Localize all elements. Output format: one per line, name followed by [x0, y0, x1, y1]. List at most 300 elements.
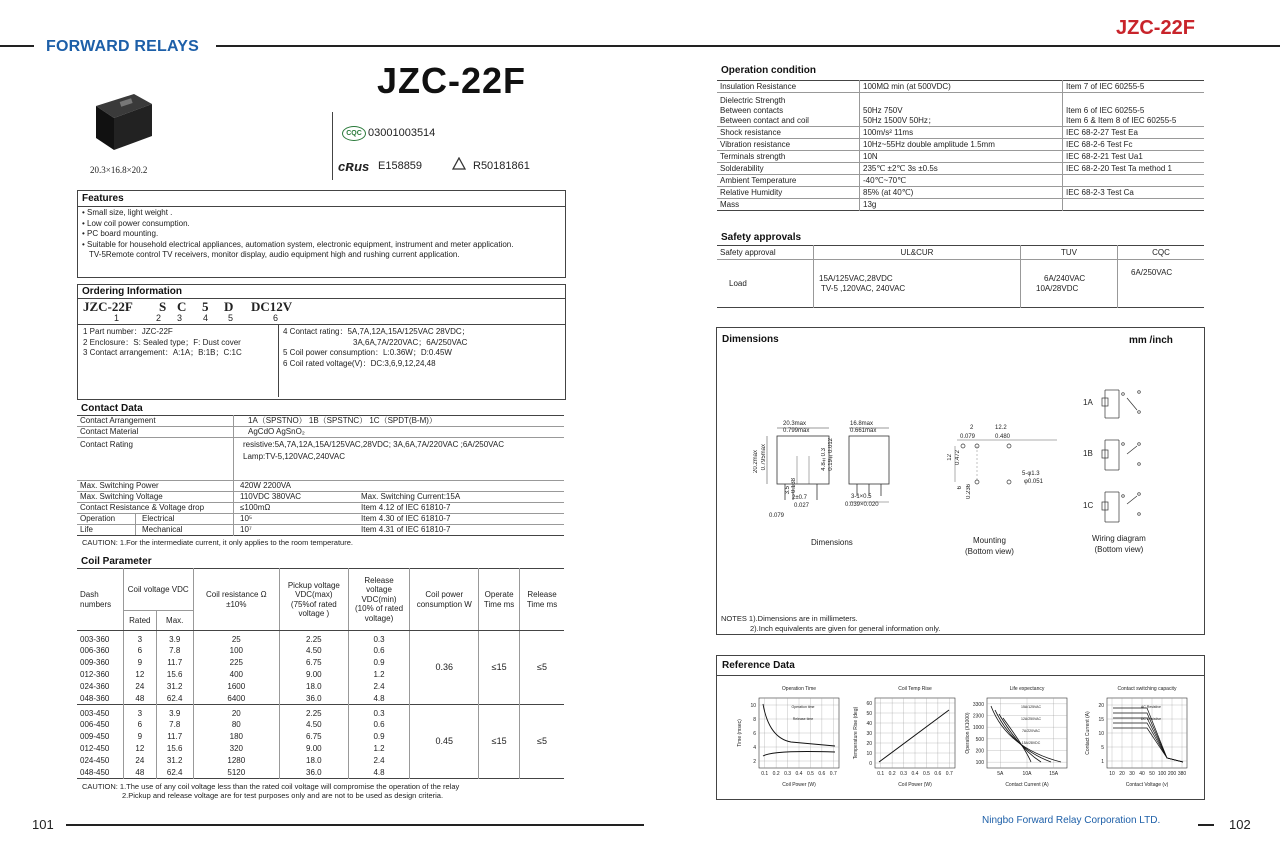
- coil-cell: 9.00: [280, 743, 349, 755]
- wiring-1a-label: 1A: [1083, 398, 1093, 407]
- cell: Contact Resistance & Voltage drop: [77, 503, 234, 514]
- coil-cell: 2.25: [280, 705, 349, 719]
- coil-cell: 20: [193, 705, 279, 719]
- chart-title: Coil Temp Rise: [898, 686, 932, 692]
- coil-table: [77, 568, 564, 800]
- chart-xtick: 0.6: [934, 771, 942, 777]
- dim-w: 20.3max: [783, 421, 807, 427]
- coil-cell: 31.2: [156, 755, 193, 767]
- operation-row: [717, 199, 1204, 211]
- wiring-1b-label: 1B: [1083, 449, 1093, 458]
- coil-cell: 0.6: [348, 645, 410, 657]
- cell: 420W 2200VA: [240, 481, 291, 490]
- coil-cell: 36.0: [280, 767, 349, 779]
- coil-cell: 6.75: [280, 731, 349, 743]
- coil-cell: 012-360: [77, 669, 123, 681]
- operation-cell: IEC 68-2-20 Test Ta method 1: [1066, 164, 1172, 173]
- hdr-operate: Operate Time ms: [479, 569, 520, 631]
- cell: Contact Rating: [77, 438, 234, 481]
- chart-xtick: 0.2: [772, 771, 780, 777]
- coil-cell: 3: [123, 705, 156, 719]
- chart-ytick: 40: [866, 721, 872, 727]
- operation-row: [717, 175, 1204, 187]
- chart-xtick: 15A: [1049, 771, 1059, 777]
- coil-cell: 36.0: [280, 693, 349, 705]
- reference-charts: [717, 678, 1204, 796]
- product-size: 20.3×16.8×20.2: [90, 165, 148, 175]
- chart-xtick: 0.7: [829, 771, 837, 777]
- coil-cell: 4.50: [280, 719, 349, 731]
- left-header-rule: [0, 45, 34, 47]
- coil-cell: 100: [193, 645, 279, 657]
- chart-annotation: DC Resistive: [1140, 717, 1162, 721]
- hdr-release: Release voltage VDC(min) (10% of rated voltage): [348, 569, 410, 631]
- cqc-number: 03001003514: [368, 127, 436, 139]
- page-number-left: 101: [32, 817, 54, 832]
- coil-row: [77, 631, 564, 645]
- dim-c1: 2±0.7: [792, 495, 807, 501]
- chart-ytick: 100: [975, 760, 984, 767]
- caption-mounting: Mounting (Bottom view): [965, 536, 1014, 556]
- operation-cell: [1063, 175, 1205, 187]
- code-part-number: JZC-22F: [83, 299, 133, 314]
- left-header-rule-2: [216, 45, 1280, 47]
- coil-cell: 11.7: [156, 731, 193, 743]
- coil-cell: 180: [193, 731, 279, 743]
- chart-ytick: 50: [866, 711, 872, 717]
- operation-row: [717, 187, 1204, 199]
- coil-cell: 2.4: [348, 681, 410, 693]
- dim-pin: 3.5: [785, 486, 791, 495]
- num: 5: [228, 313, 234, 323]
- coil-cell: 0.3: [348, 631, 410, 645]
- coil-cell: 24: [123, 681, 156, 693]
- dim-m1: 2: [970, 425, 974, 431]
- coil-cell: 6400: [193, 693, 279, 705]
- dim-m3-in: 0.472: [955, 450, 961, 466]
- coil-cell: 62.4: [156, 767, 193, 779]
- hdr-resistance: Coil resistance Ω ±10%: [193, 569, 279, 631]
- coil-cell: 0.9: [348, 731, 410, 743]
- chart-ytick: 20: [1098, 703, 1104, 709]
- ordering-line: 3A,6A,7A/220VAC；6A/250VAC: [353, 337, 468, 347]
- operation-row: [717, 151, 1204, 163]
- ordering-line: 6 Coil rated voltage(V)：DC:3,6,9,12,24,48: [283, 358, 436, 368]
- coil-cell: 3.9: [156, 705, 193, 719]
- coil-cell: 3: [123, 631, 156, 645]
- operation-cell: IEC 68-2-6 Test Fc: [1066, 140, 1133, 149]
- cell: Max. Switching Power: [77, 481, 234, 492]
- coil-power: 0.36: [410, 631, 479, 705]
- cell: Item 4.12 of IEC 61810-7: [361, 503, 451, 512]
- chart-xtick: 0.7: [945, 771, 953, 777]
- operation-cell: Relative Humidity: [717, 187, 860, 199]
- hdr-coil-voltage: Coil voltage VDC: [123, 569, 193, 611]
- left-footer-rule: [66, 824, 644, 826]
- life-curve: [991, 706, 1061, 762]
- code-enclosure: S: [159, 299, 167, 314]
- cell: Operation: [77, 514, 136, 524]
- coil-cell: 31.2: [156, 681, 193, 693]
- dim-m3: 12: [947, 454, 953, 461]
- operation-cell: 50Hz 750V 50Hz 1500V 50Hz；: [860, 93, 1063, 127]
- operation-cell: Item 7 of IEC 60255-5: [1066, 82, 1145, 91]
- cell: 10⁷: [240, 525, 252, 534]
- coil-cell: 048-360: [77, 693, 123, 705]
- chart-ytick: 2300: [972, 713, 984, 720]
- coil-cell: 80: [193, 719, 279, 731]
- safety-table: [717, 245, 1204, 308]
- coil-cell: 0.6: [348, 719, 410, 731]
- chart-xtick: 40: [1139, 771, 1145, 777]
- operation-cell: 10Hz~55Hz double amplitude 1.5mm: [860, 139, 1063, 151]
- dim-d-in: 0.661max: [850, 428, 877, 434]
- feature-item: • Low coil power consumption.: [82, 218, 190, 228]
- dimensions-notes-2: 2).Inch equivalents are given for general information only.: [750, 624, 941, 633]
- chart-xtick: 0.3: [784, 771, 792, 777]
- chart-ytick: 500: [975, 736, 984, 743]
- hdr-rated: Rated: [123, 611, 156, 631]
- capacity-curve: [1113, 723, 1183, 762]
- dimensions-section: [716, 327, 1205, 635]
- coil-cell: 18.0: [280, 755, 349, 767]
- cell: Mechanical: [142, 525, 183, 534]
- features-title: Features: [78, 191, 565, 207]
- right-footer-rule: [1198, 824, 1214, 826]
- chart-ylabel: Operation (X1000): [965, 712, 971, 754]
- code-arrangement: C: [177, 299, 187, 314]
- ul-number: E158859: [378, 160, 423, 172]
- operation-cell: IEC 68-2-27 Test Ea: [1066, 128, 1138, 137]
- model-title: JZC-22F: [377, 60, 527, 101]
- dim-m2-in: 0.480: [995, 434, 1011, 440]
- chart-ytick: 2: [753, 759, 756, 765]
- chart-title: Life expectancy: [1009, 686, 1045, 692]
- chart-ytick: 8: [753, 717, 756, 723]
- coil-cell: 15.6: [156, 669, 193, 681]
- coil-cell: 9.00: [280, 669, 349, 681]
- chart-ytick: 10: [750, 703, 756, 709]
- dim-h-in: 0.795max: [761, 444, 767, 471]
- company-name: Ningbo Forward Relay Corporation LTD.: [982, 815, 1161, 826]
- chart-xtick: 10A: [1022, 771, 1032, 777]
- chart-annotation: 12A/250VAC: [1021, 717, 1041, 721]
- feature-item: • Suitable for household electrical appliances, automation system, electronic equipment, instrument and meter application.: [82, 239, 514, 249]
- cell: Contact Arrangement: [77, 416, 234, 427]
- chart-ytick: 20: [866, 741, 872, 747]
- operation-row: [717, 163, 1204, 175]
- ul-logo: cʀus: [338, 158, 370, 175]
- safety-ul: 15A/125VAC,28VDC: [819, 273, 893, 283]
- chart-ylabel: Temperature Rise (deg): [853, 706, 859, 760]
- cell: Max. Switching Voltage: [77, 492, 234, 503]
- page-number-right: 102: [1229, 817, 1251, 832]
- chart-ytick: 0: [869, 761, 872, 767]
- chart-ytick: 200: [975, 748, 984, 755]
- num: 2: [156, 313, 162, 323]
- coil-cell: 12: [123, 669, 156, 681]
- reference-title: Reference Data: [722, 660, 795, 671]
- ordering-title: Ordering Information: [78, 285, 565, 299]
- safety-tuv: 10A/28VDC: [1036, 283, 1079, 293]
- chart-ytick: 3300: [972, 701, 984, 708]
- safety-load: Load: [717, 260, 814, 308]
- dim-m1-in: 0.079: [960, 434, 976, 440]
- chart-ytick: 5: [1101, 745, 1104, 751]
- coil-row: [77, 705, 564, 719]
- ordering-section: [77, 284, 566, 400]
- cell: ≤100mΩ: [240, 503, 271, 512]
- chart-ytick: 10: [1098, 731, 1104, 737]
- chart-ylabel: Time (msec): [737, 719, 743, 747]
- chart-xtick: 0.5: [922, 771, 930, 777]
- ordering-line: 5 Coil power consumption：L:0.36W；D:0.45W: [283, 348, 452, 357]
- chart-xtick: 0.1: [761, 771, 769, 777]
- operation-cell: Terminals strength: [717, 151, 860, 163]
- cell: resistive:5A,7A,12A,15A/125VAC,28VDC; 3A,6A,7A/220VAC ;6A/250VAC: [243, 440, 505, 449]
- cell: 110VDC 380VAC: [240, 492, 302, 501]
- coil-cell: 225: [193, 657, 279, 669]
- chart-ytick: 10: [866, 751, 872, 757]
- chart-ytick: 6: [753, 731, 756, 737]
- tuv-logo: [452, 157, 466, 175]
- operation-cell: Mass: [717, 199, 860, 211]
- cell: Item 4.30 of IEC 61810-7: [361, 514, 451, 523]
- operation-cell: Ambient Temperature: [717, 175, 860, 187]
- operation-cell: Dielectric Strength Between contacts Between contact and coil: [717, 93, 860, 127]
- chart-xtick: 100: [1157, 771, 1167, 777]
- dim-pin-in: 0.138: [791, 478, 797, 494]
- coil-cell: 11.7: [156, 657, 193, 669]
- chart-title: Operation Time: [781, 686, 817, 692]
- dim-w-in: 0.799max: [783, 428, 810, 434]
- coil-cell: 320: [193, 743, 279, 755]
- safety-hdr: Safety approval: [717, 246, 814, 260]
- chart-xtick: 0.2: [888, 771, 896, 777]
- chart-xtick: 20: [1119, 771, 1125, 777]
- coil-caution-2: 2.Pickup and release voltage are for test purposes only and are not to be used as design criteria.: [122, 791, 444, 800]
- hdr-power: Coil power consumption W: [410, 569, 479, 631]
- hdr-dash: Dash numbers: [77, 569, 123, 631]
- chart-xlabel: Contact Current (A): [1005, 782, 1049, 788]
- coil-cell: 400: [193, 669, 279, 681]
- coil-cell: 006-450: [77, 719, 123, 731]
- chart-xtick: 10: [1109, 771, 1115, 777]
- coil-cell: 5120: [193, 767, 279, 779]
- chart-xtick: 50: [1149, 771, 1155, 777]
- cell: AgCdO AgSnO₂: [248, 427, 305, 436]
- operation-cell: 100m/s² 11ms: [860, 127, 1063, 139]
- coil-cell: 2.25: [280, 631, 349, 645]
- operation-cell: IEC 68-2-21 Test Ua1: [1066, 152, 1143, 161]
- chart-annotation: Operation time: [791, 705, 815, 709]
- caption-dimensions: Dimensions: [811, 538, 853, 547]
- code-voltage: DC12V: [251, 299, 293, 314]
- cell: 1A（SPSTNO） 1B（SPSTNC） 1C（SPDT(B-M)）: [248, 416, 437, 425]
- operation-cell: Solderability: [717, 163, 860, 175]
- coil-cell: 48: [123, 693, 156, 705]
- code-power: D: [224, 299, 234, 314]
- coil-cell: 15.6: [156, 743, 193, 755]
- coil-cell: 7.8: [156, 645, 193, 657]
- cell: Life: [77, 525, 136, 535]
- chart-ylabel: Contact Current (A): [1085, 711, 1091, 755]
- coil-cell: 9: [123, 657, 156, 669]
- cell: Electrical: [142, 514, 175, 523]
- coil-cell: 009-360: [77, 657, 123, 669]
- coil-operate: ≤15: [479, 631, 520, 705]
- coil-cell: 25: [193, 631, 279, 645]
- coil-cell: 6.75: [280, 657, 349, 669]
- coil-cell: 12: [123, 743, 156, 755]
- code-rating: 5: [202, 299, 209, 314]
- coil-release: ≤5: [537, 735, 547, 746]
- operation-cell: 100MΩ min (at 500VDC): [860, 81, 1063, 93]
- operation-cell: Insulation Resistance: [717, 81, 860, 93]
- dim-c1-in: 0.027: [794, 503, 810, 509]
- hdr-pickup: Pickup voltage VDC(max) (75%of rated voltage ): [280, 569, 349, 631]
- ordering-line: 3 Contact arrangement：A:1A；B:1B；C:1C: [83, 348, 242, 357]
- coil-caution-1: CAUTION: 1.The use of any coil voltage less than the rated coil voltage will compromise the operation of the relay: [82, 782, 460, 791]
- operation-row: [717, 127, 1204, 139]
- coil-cell: 012-450: [77, 743, 123, 755]
- coil-cell: 1.2: [348, 743, 410, 755]
- operation-cell: 235℃ ±2℃ 3s ±0.5s: [860, 163, 1063, 175]
- ordering-line: 1 Part number：JZC-22F: [83, 327, 173, 336]
- dim-m4: 6: [957, 486, 963, 490]
- cell: Item 4.31 of IEC 61810-7: [361, 525, 451, 534]
- operation-row: [717, 81, 1204, 93]
- chart-xtick: 0.6: [818, 771, 826, 777]
- coil-cell: 048-450: [77, 767, 123, 779]
- coil-cell: 1280: [193, 755, 279, 767]
- num: 3: [177, 313, 183, 323]
- coil-cell: 6: [123, 719, 156, 731]
- brand-title: FORWARD RELAYS: [46, 38, 200, 55]
- dim-m5: 5-φ1.3: [1022, 471, 1040, 477]
- chart-ytick: 1: [1101, 759, 1104, 765]
- wiring-diagrams: [1099, 384, 1159, 524]
- chart-xtick: 30: [1129, 771, 1135, 777]
- chart-ytick: 60: [866, 701, 872, 707]
- cell: Max. Switching Current:15A: [361, 492, 461, 501]
- cell: Contact Material: [77, 427, 234, 438]
- coil-cell: 9: [123, 731, 156, 743]
- coil-cell: 0.3: [348, 705, 410, 719]
- coil-cell: 3.9: [156, 631, 193, 645]
- chart-xtick: 0.4: [795, 771, 803, 777]
- safety-title: Safety approvals: [721, 232, 802, 243]
- safety-hdr: CQC: [1152, 247, 1170, 257]
- relay-photo: [86, 88, 158, 154]
- operation-cell: [1063, 199, 1205, 211]
- safety-ul: TV-5 ,120VAC, 240VAC: [821, 283, 906, 293]
- chart-annotation: 15A/125VAC: [1021, 705, 1041, 709]
- chart-annotation: AC Resistive: [1140, 705, 1162, 709]
- coil-cell: 6: [123, 645, 156, 657]
- coil-power: 0.45: [410, 705, 479, 779]
- coil-cell: 003-450: [77, 705, 123, 719]
- dim-m2: 12.2: [995, 425, 1007, 431]
- coil-cell: 4.50: [280, 645, 349, 657]
- coil-cell: 4.8: [348, 693, 410, 705]
- dimensions-unit: mm /inch: [1129, 335, 1173, 346]
- dim-thk-in: 0.19±0.012: [828, 438, 834, 471]
- contact-caution: CAUTION: 1.For the intermediate current, it only applies to the room temperature.: [82, 538, 353, 547]
- operation-row: [717, 93, 1204, 127]
- features-section: [77, 190, 566, 278]
- dim-h: 20.2max: [753, 450, 759, 474]
- operation-cell: Shock resistance: [717, 127, 860, 139]
- coil-cell: 18.0: [280, 681, 349, 693]
- chart-annotation: 7A/220VAC: [1021, 729, 1041, 733]
- model-header-right: JZC-22F: [1116, 17, 1195, 39]
- chart-xtick: 0.4: [911, 771, 919, 777]
- coil-cell: 24: [123, 755, 156, 767]
- chart-xlabel: Coil Power (W): [898, 782, 932, 788]
- operation-cell: 10N: [860, 151, 1063, 163]
- contact-title: Contact Data: [81, 403, 143, 414]
- contact-table: [77, 415, 564, 549]
- hdr-max: Max.: [156, 611, 193, 631]
- cqc-logo: CQC: [342, 126, 366, 141]
- coil-cell: 024-360: [77, 681, 123, 693]
- hdr-release-time: Release Time ms: [520, 569, 564, 631]
- tuv-number: R50181861: [473, 160, 530, 172]
- cert-divider: [332, 112, 333, 180]
- dim-c2: 0.079: [769, 513, 785, 519]
- operation-row: [717, 139, 1204, 151]
- num: 6: [273, 313, 279, 323]
- temp-rise-line: [879, 710, 949, 762]
- reference-section: [716, 655, 1205, 800]
- chart-ytick: 15: [1098, 717, 1104, 723]
- coil-cell: 1.2: [348, 669, 410, 681]
- chart-xtick: 5A: [997, 771, 1004, 777]
- operation-cell: IEC 68-2-3 Test Ca: [1066, 188, 1134, 197]
- coil-cell: 006-360: [77, 645, 123, 657]
- coil-cell: 4.8: [348, 767, 410, 779]
- safety-hdr: UL&CUR: [814, 246, 1021, 260]
- feature-item: • Small size, light weight .: [82, 208, 173, 217]
- coil-operate: ≤15: [479, 705, 520, 779]
- ordering-nums: [78, 313, 565, 325]
- dimension-drawing: [757, 416, 917, 526]
- chart-xtick: 0.3: [900, 771, 908, 777]
- num: 1: [114, 313, 120, 323]
- operation-table: [717, 80, 1204, 211]
- operation-cell: 13g: [860, 199, 1063, 211]
- operation-title: Operation condition: [721, 65, 816, 76]
- cell: 10⁵: [240, 514, 253, 523]
- coil-cell: 009-450: [77, 731, 123, 743]
- ordering-code: [78, 299, 565, 313]
- chart-ytick: 30: [866, 731, 872, 737]
- chart-xlabel: Coil Power (W): [782, 782, 816, 788]
- coil-release: ≤5: [537, 661, 547, 672]
- coil-cell: 2.4: [348, 755, 410, 767]
- coil-cell: 48: [123, 767, 156, 779]
- chart-annotation: 15A/28VDC: [1021, 741, 1041, 745]
- operation-cell: 85% (at 40℃): [860, 187, 1063, 199]
- chart-xlabel: Contact Voltage (v): [1125, 782, 1169, 788]
- cell: Lamp:TV-5,120VAC,240VAC: [243, 452, 345, 461]
- safety-cqc: 6A/250VAC: [1131, 268, 1173, 277]
- chart-xtick: 380: [1177, 771, 1187, 777]
- coil-cell: 024-450: [77, 755, 123, 767]
- coil-cell: 62.4: [156, 693, 193, 705]
- operation-cell: Item 6 of IEC 60255-5 Item 6 & Item 8 of IEC 60255-5: [1066, 106, 1177, 125]
